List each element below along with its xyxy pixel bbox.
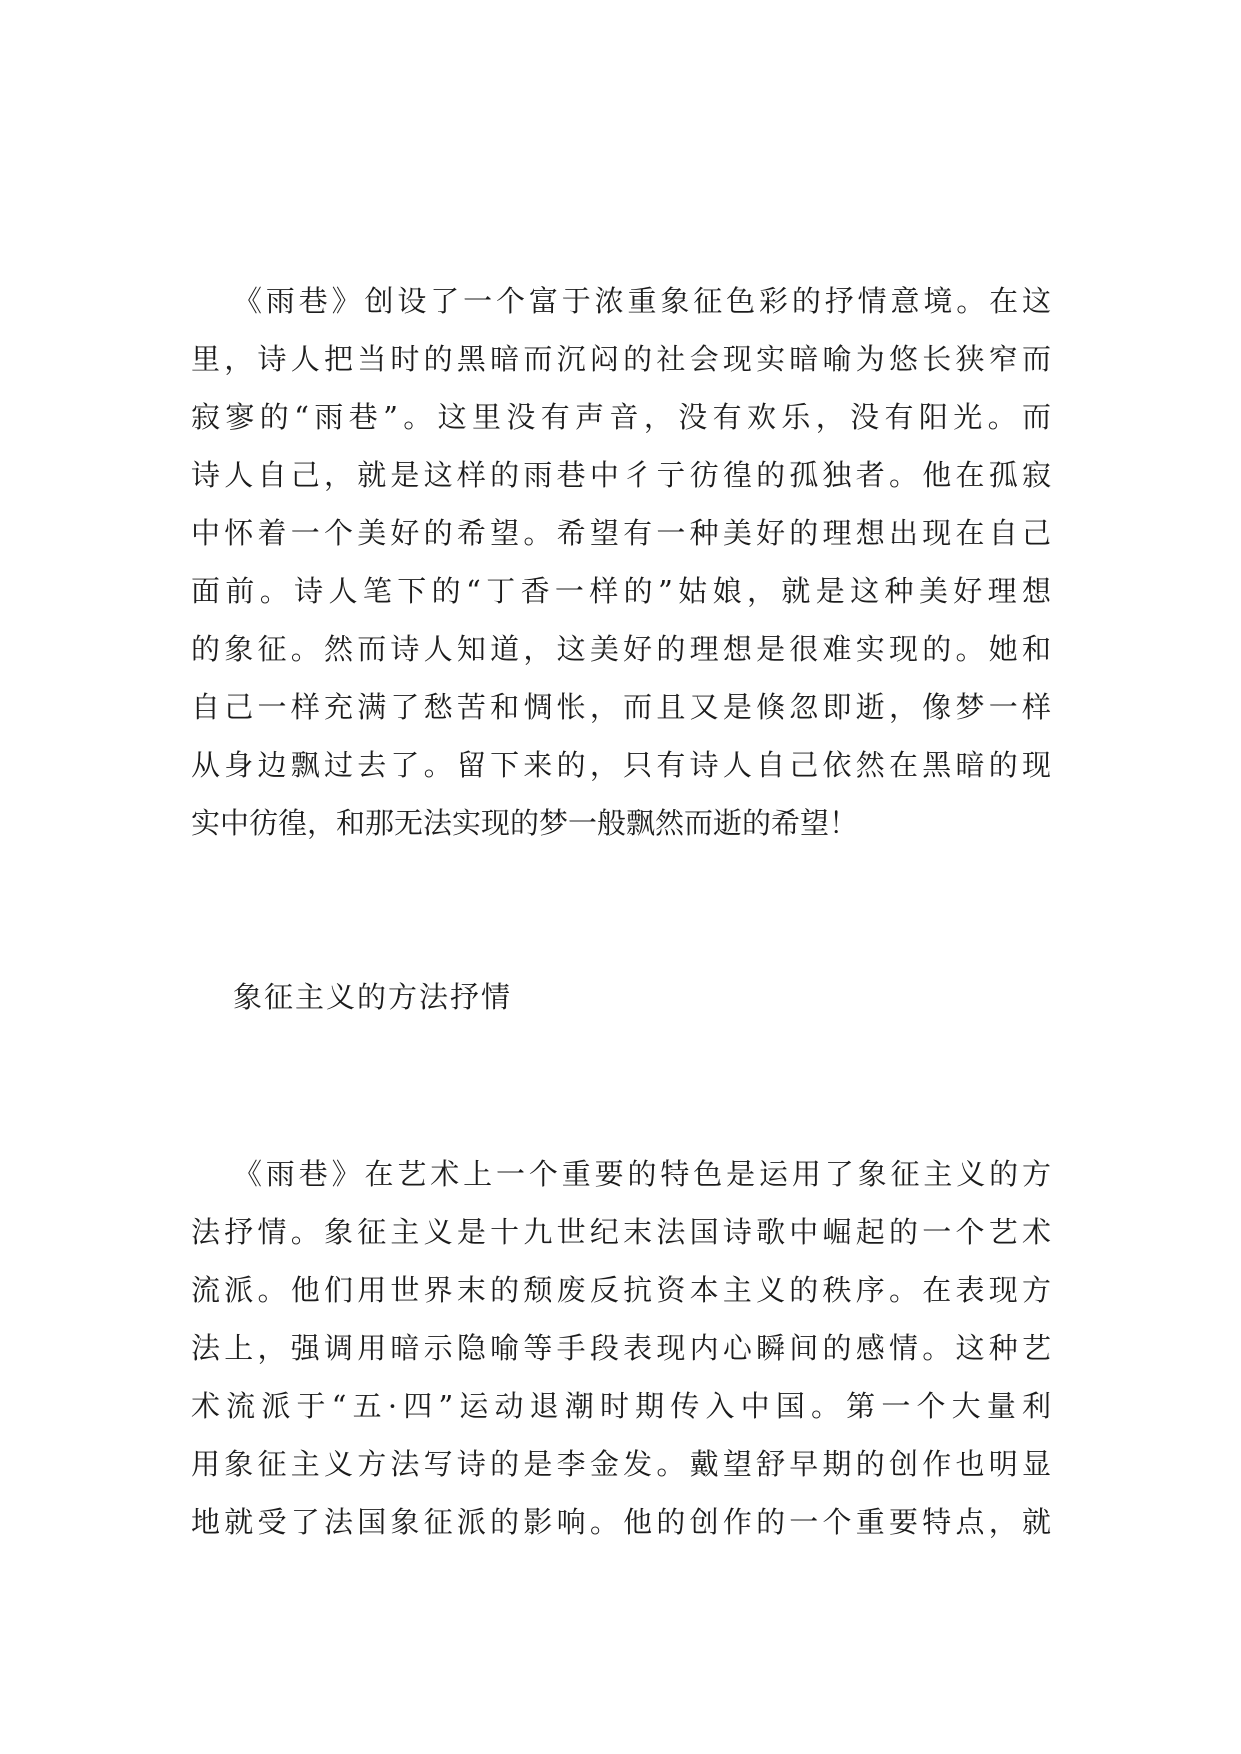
paragraph-2-line: 《雨巷》在艺术上一个重要的特色是运用了象征主义的方	[233, 1157, 1051, 1191]
paragraph-2-line: 法抒情。象征主义是十九世纪末法国诗歌中崛起的一个艺术	[191, 1215, 1051, 1249]
paragraph-1-line: 实中彷徨，和那无法实现的梦一般飘然而逝的希望！	[191, 806, 859, 840]
section-heading: 象征主义的方法抒情	[233, 980, 513, 1014]
paragraph-1-line: 从身边飘过去了。留下来的，只有诗人自己依然在黑暗的现	[191, 748, 1051, 782]
paragraph-2-line: 法上，强调用暗示隐喻等手段表现内心瞬间的感情。这种艺	[191, 1331, 1051, 1365]
paragraph-1-line: 《雨巷》创设了一个富于浓重象征色彩的抒情意境。在这	[233, 284, 1051, 318]
paragraph-1-line: 的象征。然而诗人知道，这美好的理想是很难实现的。她和	[191, 632, 1051, 666]
paragraph-2-line: 地就受了法国象征派的影响。他的创作的一个重要特点，就	[191, 1505, 1051, 1539]
paragraph-1-line: 自己一样充满了愁苦和惆怅，而且又是倏忽即逝，像梦一样	[191, 690, 1051, 724]
paragraph-1-line: 里，诗人把当时的黑暗而沉闷的社会现实暗喻为悠长狭窄而	[191, 342, 1051, 376]
paragraph-1-line: 诗人自己，就是这样的雨巷中彳亍彷徨的孤独者。他在孤寂	[191, 458, 1051, 492]
paragraph-2-line: 术流派于“五·四”运动退潮时期传入中国。第一个大量利	[191, 1389, 1051, 1423]
paragraph-2-line: 流派。他们用世界末的颓废反抗资本主义的秩序。在表现方	[191, 1273, 1051, 1307]
paragraph-1-line: 中怀着一个美好的希望。希望有一种美好的理想出现在自己	[191, 516, 1051, 550]
paragraph-2-line: 用象征主义方法写诗的是李金发。戴望舒早期的创作也明显	[191, 1447, 1051, 1481]
paragraph-1-line: 寂寥的“雨巷”。这里没有声音，没有欢乐，没有阳光。而	[191, 400, 1051, 434]
paragraph-1-line: 面前。诗人笔下的“丁香一样的”姑娘，就是这种美好理想	[191, 574, 1051, 608]
